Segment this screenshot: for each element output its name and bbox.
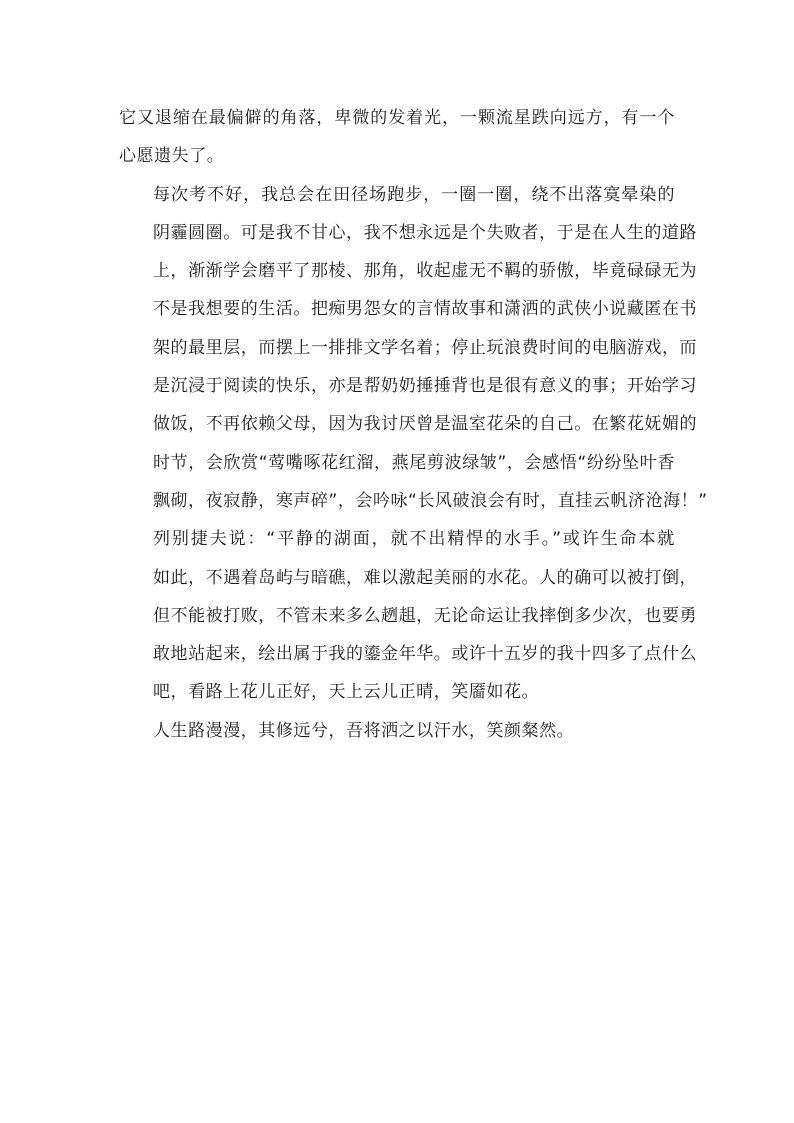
text-line: 是沉浸于阅读的快乐，亦是帮奶奶捶捶背也是很有意义的事；开始学习 — [153, 376, 698, 397]
paragraph-4 — [119, 712, 675, 750]
text-line: 做饭，不再依赖父母，因为我讨厌曾是温室花朵的自己。在繁花妩媚的 — [153, 414, 698, 435]
paragraph-1 — [119, 99, 675, 176]
text-line: 每次考不好，我总会在田径场跑步，一圈一圈，绕不出落寞晕染的 — [153, 184, 675, 205]
text-line: 人生路漫漫，其修远兮，吾将洒之以汗水，笑颜粲然。 — [153, 720, 575, 741]
text-line: 它又退缩在最偏僻的角落，卑微的发着光，一颗流星跌向远方，有一个 — [119, 108, 675, 128]
text-line: 吧，看路上花儿正好，天上云儿正晴，笑靥如花。 — [153, 682, 540, 703]
paragraph-2 — [119, 176, 708, 521]
text-line: 但不能被打败，不管未来多么趔趄，无论命运让我摔倒多少次，也要勇 — [153, 605, 698, 626]
text-line: 架的最里层，而摆上一排排文学名着；停止玩浪费时间的电脑游戏，而 — [153, 337, 698, 358]
text-line: 时节，会欣赏“莺嘴啄花红溜，燕尾剪波绿皱”，会感悟“纷纷坠叶香 — [153, 452, 675, 473]
text-line: 上，渐渐学会磨平了那棱、那角，收起虚无不羁的骄傲，毕竟碌碌无为 — [153, 261, 698, 282]
document-body — [119, 99, 708, 750]
text-line: 如此，不遇着岛屿与暗礁，难以激起美丽的水花。人的确可以被打倒， — [153, 567, 698, 588]
text-line: 列别捷夫说：“平静的湖面，就不出精悍的水手。”或许生命本就 — [153, 529, 675, 550]
paragraph-3 — [119, 520, 698, 711]
text-line: 不是我想要的生活。把痴男怨女的言情故事和潇洒的武侠小说藏匿在书 — [153, 299, 698, 320]
text-line: 阴霾圆圈。可是我不甘心，我不想永远是个失败者，于是在人生的道路 — [153, 222, 698, 243]
text-line: 心愿遗失了。 — [119, 146, 225, 167]
text-line: 飘砌，夜寂静，寒声碎”，会吟咏“长风破浪会有时，直挂云帆济沧海！” — [153, 490, 708, 511]
text-line: 敢地站起来，绘出属于我的鎏金年华。或许十五岁的我十四多了点什么 — [153, 644, 698, 665]
